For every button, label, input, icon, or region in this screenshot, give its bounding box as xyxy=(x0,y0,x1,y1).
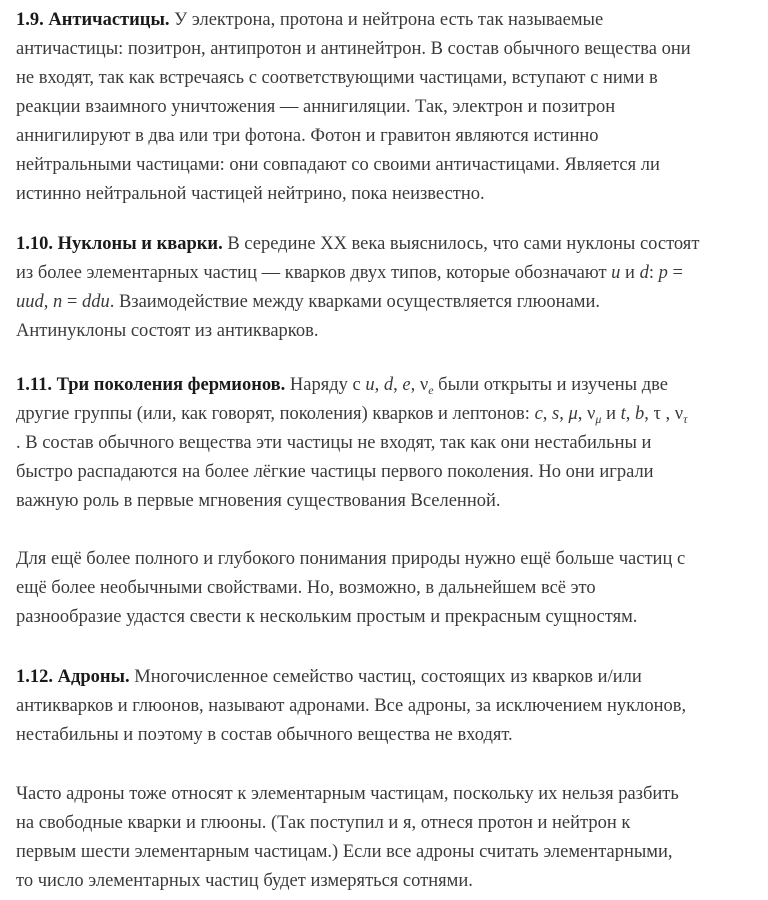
text-line xyxy=(16,780,768,809)
text-run: Многочисленное семейство частиц, состоящих из кварков и/или xyxy=(129,667,642,687)
text-run: Антинуклоны состоят из антикварков. xyxy=(16,321,319,341)
text-run: нейтральными частицами: они совпадают со своими античастицами. Является ли xyxy=(16,155,660,175)
subscript: e xyxy=(428,383,434,397)
text-line xyxy=(16,721,768,750)
paragraph xyxy=(16,6,768,209)
text-line xyxy=(16,663,768,692)
text-line xyxy=(16,692,768,721)
text-run: , xyxy=(374,375,384,395)
text-line xyxy=(16,603,768,632)
math-symbol: b xyxy=(634,404,645,424)
text-run: аннигилируют в два или три фотона. Фотон и гравитон являются истинно xyxy=(16,126,599,146)
text-line xyxy=(16,259,768,288)
section-heading: 1.12. Адроны. xyxy=(16,667,130,687)
text-line xyxy=(16,867,768,896)
text-run: : xyxy=(648,263,659,283)
text-run: важную роль в первые мгновения существования Вселенной. xyxy=(16,491,501,511)
text-run: , ν xyxy=(410,375,429,395)
math-symbol: t xyxy=(620,404,626,424)
math-symbol: s xyxy=(552,404,560,424)
text-line xyxy=(16,574,768,603)
paragraph xyxy=(16,780,768,896)
text-run: разнообразие удастся свести к нескольким простым и прекрасным сущностям. xyxy=(16,607,638,627)
text-run: Для ещё более полного и глубокого понимания природы нужно ещё больше частиц с xyxy=(16,549,686,569)
text-line xyxy=(16,35,768,64)
text-line xyxy=(16,180,768,209)
text-run: быстро распадаются на более лёгкие частицы первого поколения. Но они играли xyxy=(16,462,654,482)
math-symbol: d xyxy=(639,263,649,283)
section-heading: 1.9. Античастицы. xyxy=(16,10,170,30)
math-symbol: n xyxy=(53,292,63,312)
paragraph xyxy=(16,230,768,346)
text-run: нестабильны и поэтому в состав обычного вещества не входят. xyxy=(16,725,513,745)
text-line xyxy=(16,122,768,151)
text-run: , τ , ν xyxy=(644,404,684,424)
text-line xyxy=(16,93,768,122)
text-run: Часто адроны тоже относят к элементарным частицам, поскольку их нельзя разбить xyxy=(16,784,679,804)
text-line xyxy=(16,400,768,429)
text-run: другие группы (или, как говорят, поколения) кварков и лептонов: xyxy=(16,404,535,424)
text-run: Наряду с xyxy=(285,375,366,395)
text-run: на свободные кварки и глюоны. (Так поступил и я, отнеся протон и нейтрон к xyxy=(16,813,631,833)
subscript: τ xyxy=(683,412,688,426)
text-line xyxy=(16,458,768,487)
subscript: μ xyxy=(595,412,602,426)
text-run: и xyxy=(620,263,640,283)
text-run: . В состав обычного вещества эти частицы не входят, так как они нестабильны и xyxy=(16,433,652,453)
text-line xyxy=(16,64,768,93)
section-heading: 1.11. Три поколения фермионов. xyxy=(16,375,286,395)
text-run: антикварков и глюонов, называют адронами. Все адроны, за исключением нуклонов, xyxy=(16,696,687,716)
math-symbol: ddu xyxy=(81,292,110,312)
text-line xyxy=(16,6,768,35)
text-line xyxy=(16,429,768,458)
paragraph xyxy=(16,371,768,516)
text-run: то число элементарных частиц будет измеряться сотнями. xyxy=(16,871,473,891)
math-symbol: u xyxy=(611,263,621,283)
math-symbol: u xyxy=(365,375,375,395)
text-run: У электрона, протона и нейтрона есть так называемые xyxy=(169,10,604,30)
text-run: , xyxy=(542,404,553,424)
text-run: реакции взаимного уничтожения — аннигиляции. Так, электрон и позитрон xyxy=(16,97,616,117)
text-line xyxy=(16,487,768,516)
text-run: были открыты и изучены две xyxy=(433,375,668,395)
text-run: из более элементарных частиц — кварков двух типов, которые обозначают xyxy=(16,263,612,283)
math-symbol: p xyxy=(658,263,668,283)
text-line xyxy=(16,371,768,400)
text-run: и xyxy=(601,404,621,424)
text-run: = xyxy=(62,292,82,312)
text-line xyxy=(16,151,768,180)
text-line xyxy=(16,317,768,346)
text-run: . Взаимодействие между кварками осуществляется глюонами. xyxy=(109,292,601,312)
text-run: , xyxy=(559,404,569,424)
paragraph xyxy=(16,663,768,750)
math-symbol: uud xyxy=(16,292,44,312)
paragraph xyxy=(16,545,768,632)
text-run: истинно нейтральной частицей нейтрино, пока неизвестно. xyxy=(16,184,485,204)
text-run: не входят, так как встречаясь с соответствующими частицами, вступают с ними в xyxy=(16,68,658,88)
text-run: = xyxy=(667,263,683,283)
text-run: В середине XX века выяснилось, что сами нуклоны состоят xyxy=(222,234,700,254)
text-run: античастицы: позитрон, антипротон и антинейтрон. В состав обычного вещества они xyxy=(16,39,691,59)
text-run: , ν xyxy=(577,404,596,424)
text-line xyxy=(16,288,768,317)
math-symbol: μ xyxy=(568,404,578,424)
text-line xyxy=(16,809,768,838)
text-run: первым шести элементарным частицам.) Если все адроны считать элементарными, xyxy=(16,842,673,862)
math-symbol: e xyxy=(402,375,411,395)
text-line xyxy=(16,838,768,867)
text-run: ещё более необычными свойствами. Но, возможно, в дальнейшем всё это xyxy=(16,578,596,598)
text-run: , xyxy=(625,404,635,424)
text-run: , xyxy=(43,292,53,312)
math-symbol: c xyxy=(534,404,543,424)
text-line xyxy=(16,545,768,574)
section-heading: 1.10. Нуклоны и кварки. xyxy=(16,234,223,254)
math-symbol: d xyxy=(383,375,394,395)
text-line xyxy=(16,230,768,259)
text-run: , xyxy=(393,375,403,395)
